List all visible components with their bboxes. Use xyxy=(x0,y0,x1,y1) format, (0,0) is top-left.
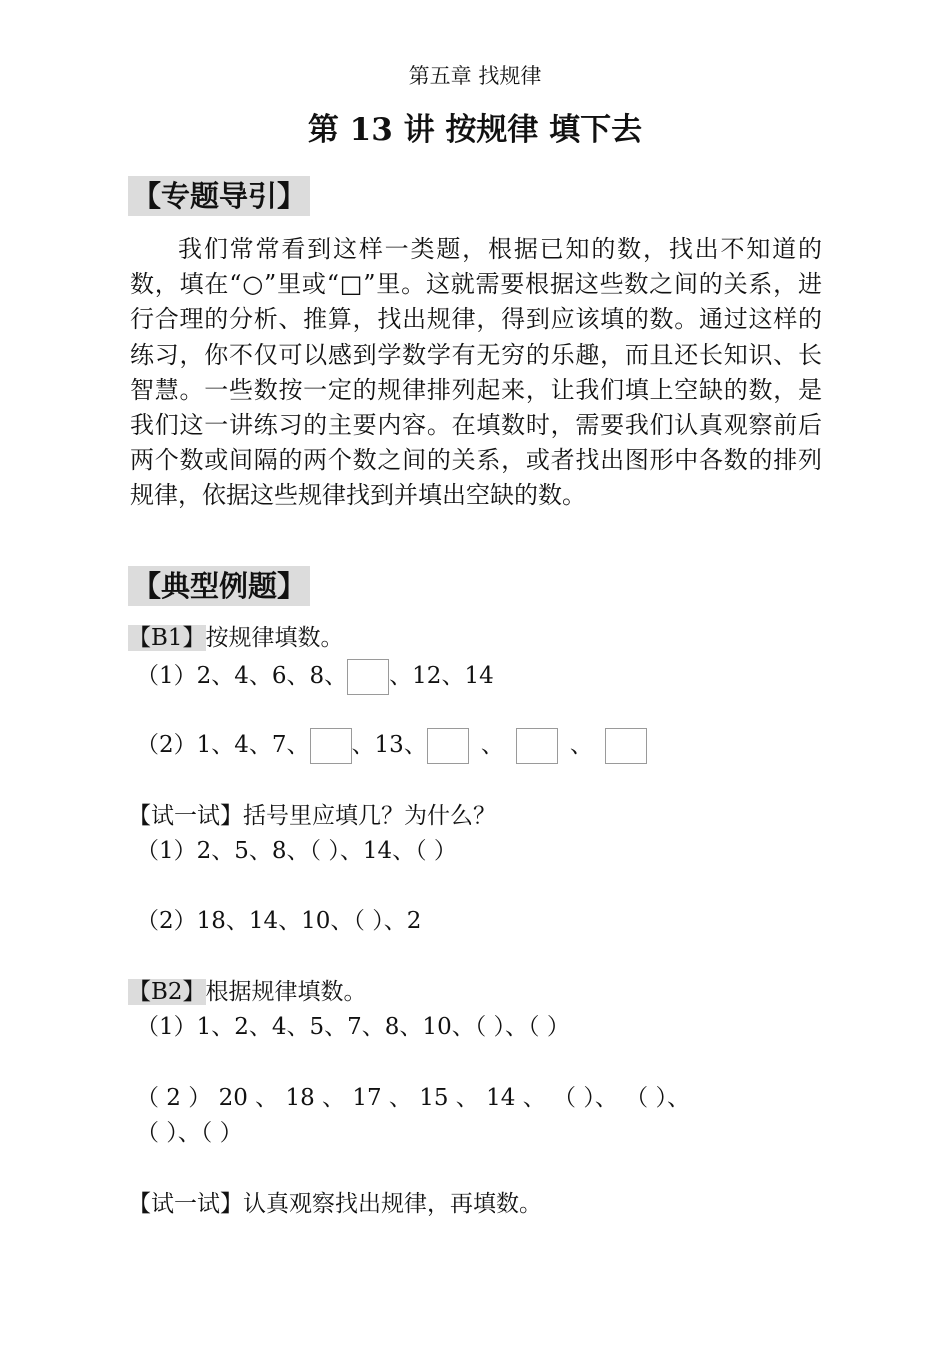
sequence-text: （2）1、4、7、 xyxy=(136,732,310,758)
separator: 、 xyxy=(569,732,593,758)
section-heading-examples: 【典型例题】 xyxy=(128,566,310,606)
answer-box[interactable] xyxy=(347,659,389,695)
example-prompt: 根据规律填数。 xyxy=(205,979,367,1005)
try-it-1-q2: （2）18、14、10、（ ）、2 xyxy=(136,908,422,934)
sequence-text: 、12、14 xyxy=(389,663,494,689)
example-tag: 【B1】 xyxy=(128,625,206,651)
try-it-1-heading: 【试一试】括号里应填几？为什么？ xyxy=(128,803,496,829)
example-b1-heading xyxy=(128,622,344,654)
example-b2-q2-line2: （ ）、（ ） xyxy=(136,1120,243,1146)
answer-box[interactable] xyxy=(605,728,647,764)
sequence-text: 、13、 xyxy=(351,732,427,758)
example-b2-heading xyxy=(128,976,367,1008)
example-b2-q2-line1: （ 2 ） 20 、 18 、 17 、 15 、 14 、 （ ）、 （ ）、 xyxy=(136,1085,690,1111)
example-b2-q1: （1）1、2、4、5、7、8、10、（ ）、（ ） xyxy=(136,1014,570,1040)
answer-box[interactable] xyxy=(427,728,469,764)
try-it-2-heading: 【试一试】认真观察找出规律，再填数。 xyxy=(128,1191,542,1217)
chapter-header: 第五章 找规律 xyxy=(408,64,542,88)
example-b1-q2 xyxy=(136,728,647,764)
section-heading-intro: 【专题导引】 xyxy=(128,176,310,216)
lesson-title: 第 13 讲 按规律 填下去 xyxy=(307,112,643,148)
separator: 、 xyxy=(480,732,504,758)
example-b1-q1 xyxy=(136,659,494,695)
answer-box[interactable] xyxy=(516,728,558,764)
sequence-text: （1）2、4、6、8、 xyxy=(136,663,348,689)
example-tag: 【B2】 xyxy=(128,979,206,1005)
example-prompt: 按规律填数。 xyxy=(205,625,344,651)
intro-text: 我们常常看到这样一类题，根据已知的数，找出不知道的数，填在“○”里或“□”里。这就需要根据这些数之间的关系，进行合理的分析、推算，找出规律，得到应该填的数。通过这样的练习，你不仅可以感到学数学有无穷的乐趣，而且还长知识、长智慧。一些数按一定的规律排列起来，让我们填上空缺的数，是我们这一讲练习的主要内容。在填数时，需要我们认真观察前后两个数或间隔的两个数之间的关系，或者找出图形中各数的排列规律，依据这些规律找到并填出空缺的数。 xyxy=(130,235,822,510)
intro-paragraph xyxy=(130,232,822,514)
try-it-1-q1: （1）2、5、8、（ ）、14、（ ） xyxy=(136,838,457,864)
answer-box[interactable] xyxy=(310,728,352,764)
